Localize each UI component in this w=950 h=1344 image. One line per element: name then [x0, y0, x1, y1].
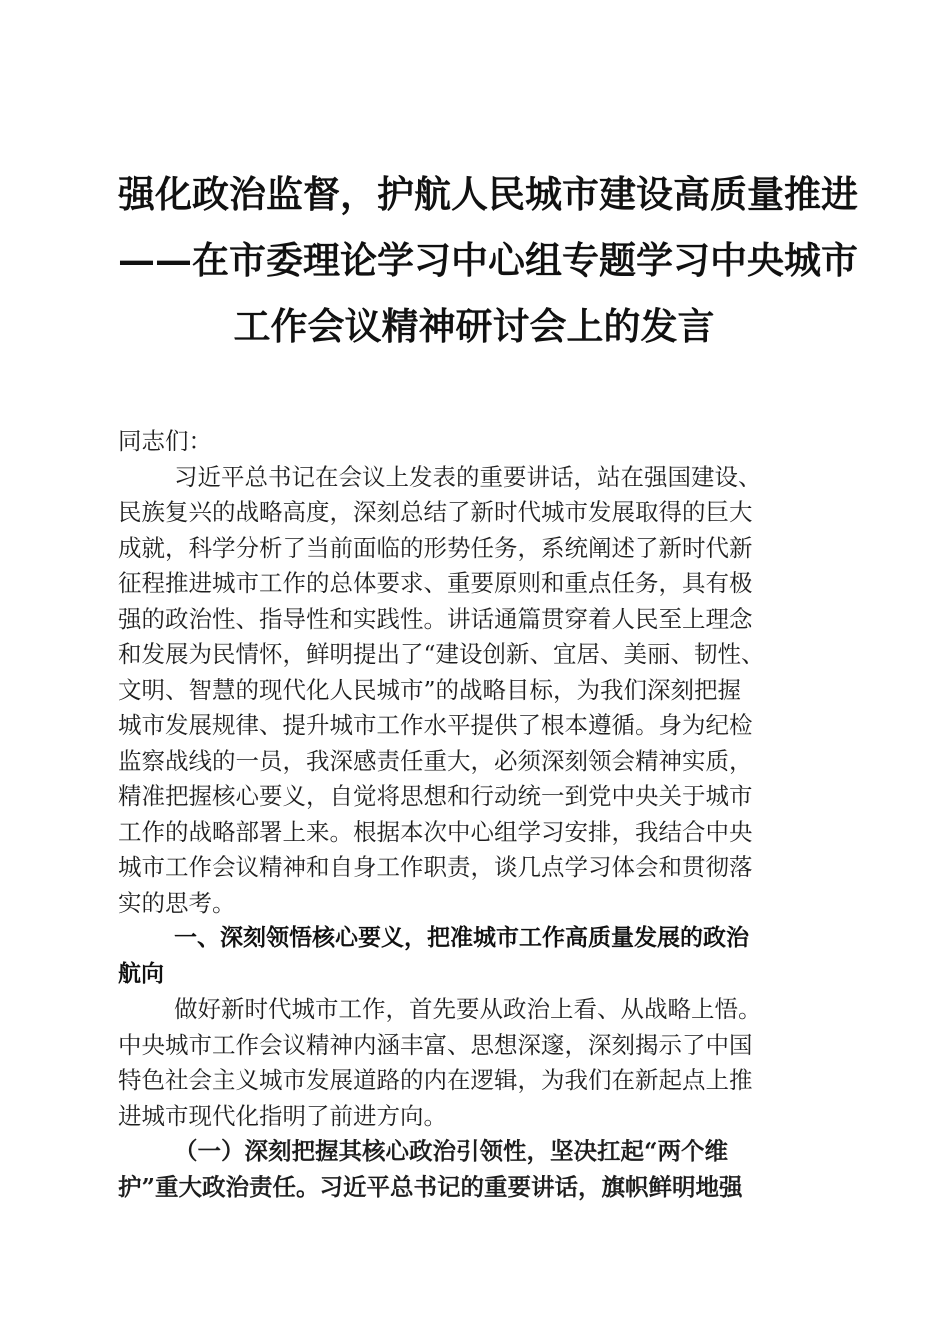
- paragraph-line: 护”重大政治责任。习近平总书记的重要讲话，旗帜鲜明地强: [118, 1172, 743, 1201]
- paragraph-line: 文明、智慧的现代化人民城市”的战略目标，为我们深刻把握: [118, 675, 742, 704]
- heading-line: 一、深刻领悟核心要义，把准城市工作高质量发展的政治: [174, 925, 749, 951]
- paragraph-line: 民族复兴的战略高度，深刻总结了新时代城市发展取得的巨大: [118, 498, 753, 526]
- paragraph-line: 做好新时代城市工作，首先要从政治上看、从战略上悟。: [174, 995, 762, 1023]
- paragraph-line: 工作的战略部署上来。根据本次中心组学习安排，我结合中央: [118, 817, 753, 846]
- paragraph-line: 强的政治性、指导性和实践性。讲话通篇贯穿着人民至上理念: [118, 604, 753, 633]
- subsection1-paragraph: [118, 1134, 830, 1205]
- document-body: [118, 424, 830, 1205]
- paragraph-line: 城市工作会议精神和自身工作职责，谈几点学习体会和贯彻落: [118, 853, 753, 881]
- title-line-main: 强化政治监督，护航人民城市建设高质量推进: [118, 172, 858, 216]
- paragraph-line: 和发展为民情怀，鲜明提出了“建设创新、宜居、美丽、韧性、: [118, 640, 765, 668]
- intro-paragraph: [118, 460, 830, 922]
- paragraph-line: 监察战线的一员，我深感责任重大，必须深刻领会精神实质，: [118, 746, 753, 775]
- paragraph-line: 实的思考。: [118, 888, 236, 917]
- paragraph-line: 习近平总书记在会议上发表的重要讲话，站在强国建设、: [174, 462, 762, 491]
- document-title: [118, 166, 858, 364]
- paragraph-line: 进城市现代化指明了前进方向。: [118, 1101, 447, 1130]
- section1-paragraph: [118, 992, 830, 1134]
- paragraph-line: 征程推进城市工作的总体要求、重要原则和重点任务，具有极: [118, 569, 753, 597]
- paragraph-line: 特色社会主义城市发展道路的内在逻辑，为我们在新起点上推: [118, 1066, 753, 1094]
- paragraph-line: （一）深刻把握其核心政治引领性，坚决扛起“两个维: [174, 1137, 729, 1165]
- title-line-subtitle: ——在市委理论学习中心组专题学习中央城市: [118, 238, 858, 282]
- paragraph-line: 成就，科学分析了当前面临的形势任务，系统阐述了新时代新: [118, 533, 753, 562]
- salutation: 同志们：: [118, 427, 212, 455]
- title-line-subtitle-end: 工作会议精神研讨会上的发言: [233, 304, 715, 348]
- paragraph-line: 城市发展规律、提升城市工作水平提供了根本遵循。身为纪检: [118, 711, 753, 739]
- paragraph-line: 中央城市工作会议精神内涵丰富、思想深邃，深刻揭示了中国: [118, 1030, 753, 1059]
- paragraph-line: 精准把握核心要义，自觉将思想和行动统一到党中央关于城市: [118, 782, 753, 810]
- section-heading-1: [118, 921, 830, 992]
- heading-line: 航向: [118, 960, 164, 987]
